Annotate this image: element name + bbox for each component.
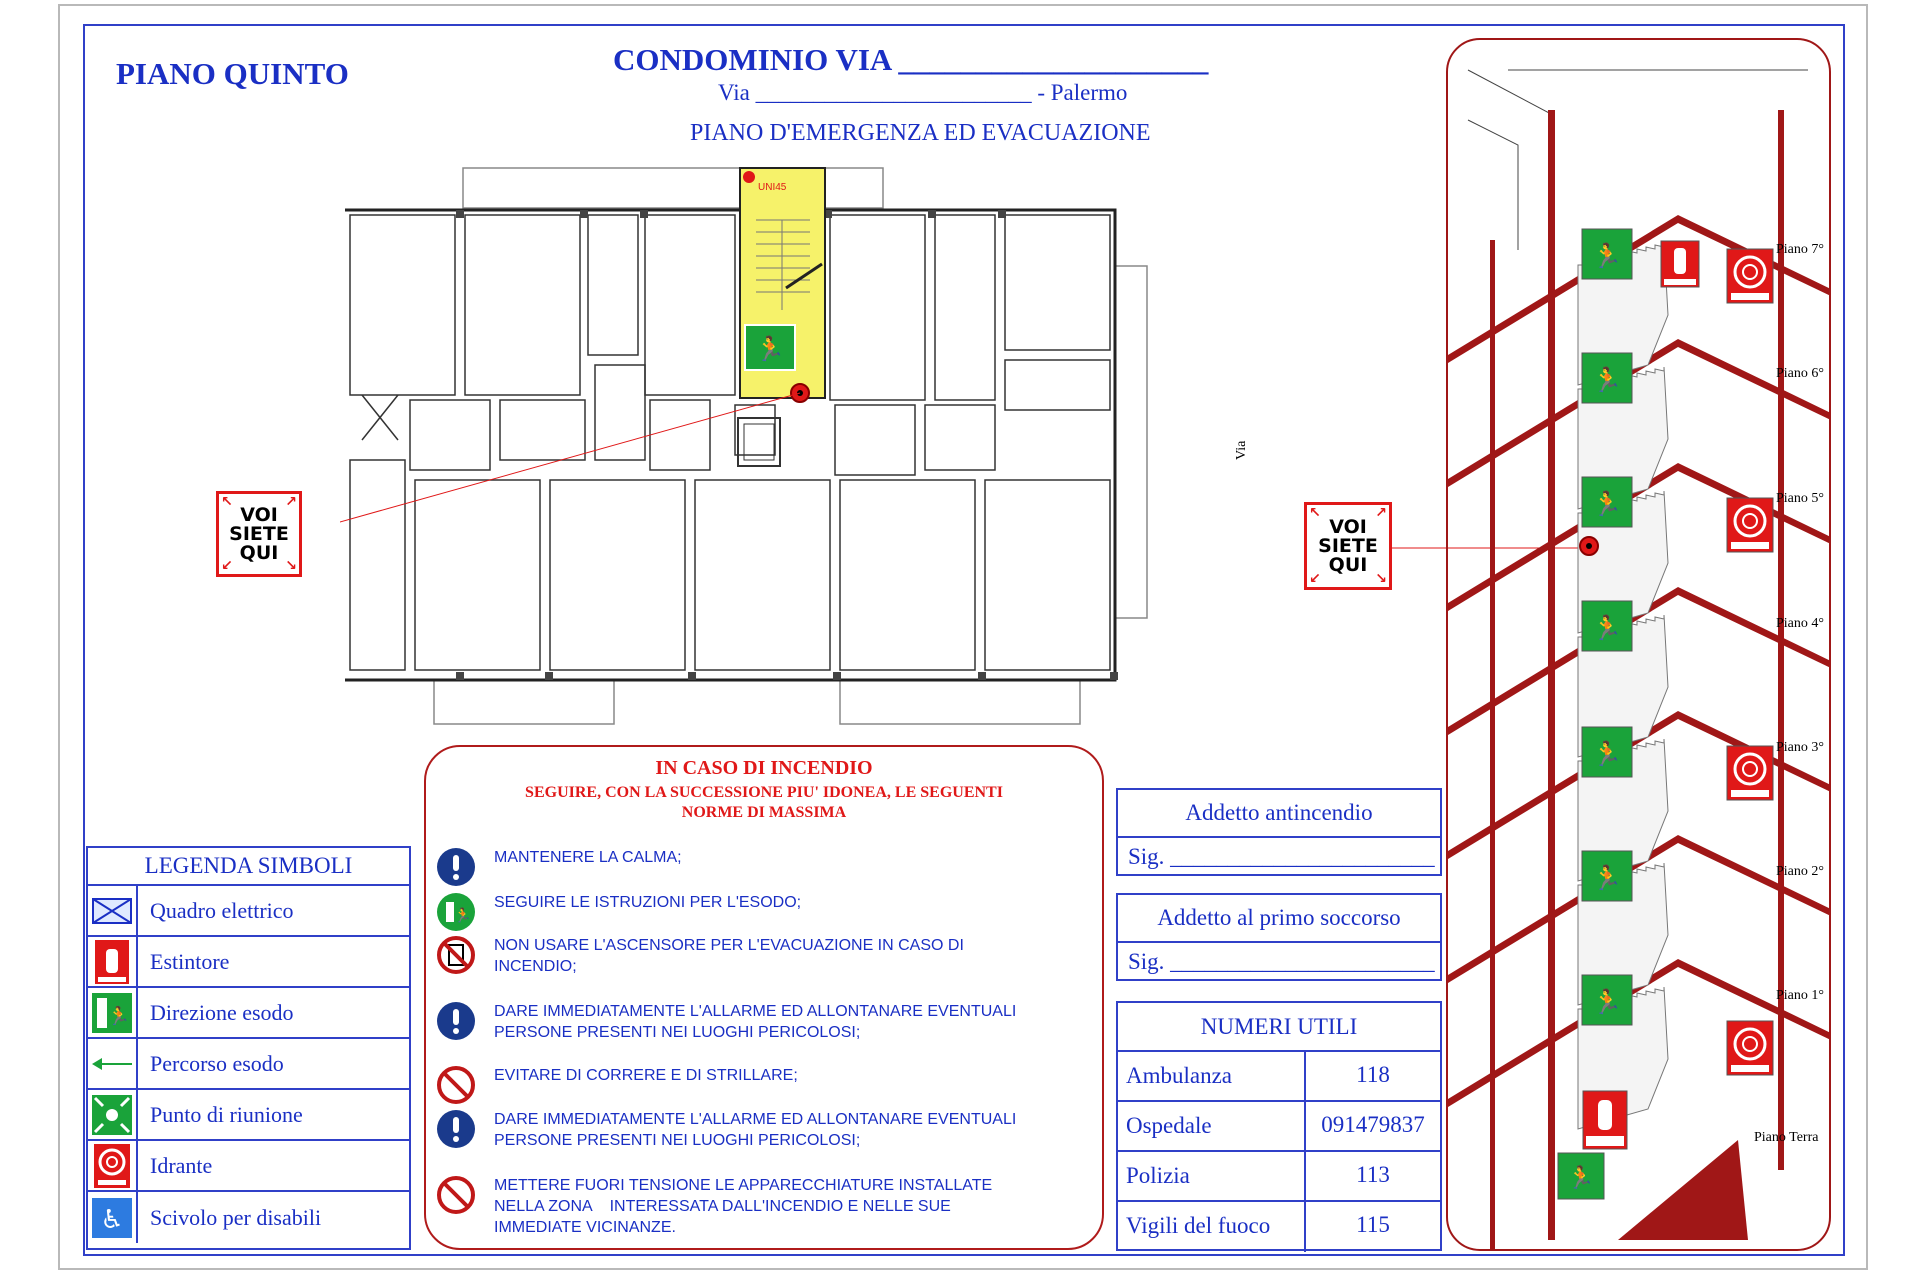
rule-line: DARE IMMEDIATAMENTE L'ALLARME ED ALLONTANARE EVENTUALI bbox=[494, 1111, 1017, 1128]
legend-label: Quadro elettrico bbox=[150, 897, 294, 923]
hydrant-icon bbox=[88, 1140, 138, 1191]
rule-line: NON USARE L'ASCENSORE PER L'EVACUAZIONE IN CASO DI bbox=[494, 937, 964, 954]
rule-item bbox=[436, 1001, 1096, 1046]
emergency-exit-icon bbox=[436, 892, 482, 937]
exit-sign-icon bbox=[1581, 352, 1633, 409]
legend-item bbox=[88, 1039, 409, 1090]
legend-label: Direzione esodo bbox=[150, 999, 294, 1025]
you-are-here-line-2: SIETE bbox=[229, 522, 289, 545]
rule-line: PERSONE PRESENTI NEI LUOGHI PERICOLOSI; bbox=[494, 1132, 861, 1149]
number-name: Polizia bbox=[1118, 1152, 1306, 1200]
number-row bbox=[1118, 1152, 1440, 1202]
legend-item bbox=[88, 937, 409, 988]
you-are-here-sign: ↖ ↗ ↙ ↘ VOI SIETE QUI bbox=[216, 491, 302, 577]
floor-label: Piano 2° bbox=[1776, 864, 1824, 879]
you-are-here-line-1: VOI bbox=[240, 503, 278, 526]
number-name: Ospedale bbox=[1118, 1102, 1306, 1150]
legend-item bbox=[88, 988, 409, 1039]
floor-label: Piano 7° bbox=[1776, 242, 1824, 257]
svg-text:🏃: 🏃 bbox=[454, 908, 472, 924]
number-row bbox=[1118, 1102, 1440, 1152]
rule-item bbox=[436, 1109, 1096, 1154]
rule-line: MANTENERE LA CALMA; bbox=[494, 849, 682, 866]
exit-direction-icon bbox=[88, 987, 138, 1038]
svg-text:🏃: 🏃 bbox=[1592, 614, 1622, 642]
floor-label: Piano 3° bbox=[1776, 740, 1824, 755]
hydrant-marker-icon bbox=[743, 171, 755, 183]
rule-item bbox=[436, 847, 1096, 892]
extinguisher-icon bbox=[1660, 240, 1700, 293]
plan-title: PIANO D'EMERGENZA ED EVACUAZIONE bbox=[690, 120, 1151, 146]
fire-subtitle-line-1: SEGUIRE, CON LA SUCCESSIONE PIU' IDONEA, LE SEGUENTI bbox=[525, 784, 1003, 801]
you-are-here-marker bbox=[1578, 535, 1600, 562]
useful-numbers-title: NUMERI UTILI bbox=[1118, 1003, 1440, 1052]
you-are-here-line-2: SIETE bbox=[1318, 534, 1378, 557]
prohibition-icon bbox=[436, 1065, 482, 1110]
floor-label: Piano Terra bbox=[1754, 1130, 1819, 1145]
number-name: Ambulanza bbox=[1118, 1052, 1306, 1100]
svg-text:🏃: 🏃 bbox=[1592, 242, 1622, 270]
exit-sign-icon bbox=[1581, 228, 1633, 285]
rule-item bbox=[436, 1065, 1096, 1110]
legend-item bbox=[88, 1090, 409, 1141]
floor-label: Piano 4° bbox=[1776, 616, 1824, 631]
address-line: Via ________________________ - Palermo bbox=[718, 80, 1128, 105]
rule-line: INCENDIO; bbox=[494, 958, 577, 975]
legend-item bbox=[88, 1192, 409, 1243]
legend-item bbox=[88, 1141, 409, 1192]
legend-label: Percorso esodo bbox=[150, 1050, 284, 1076]
exit-sign-icon bbox=[1581, 726, 1633, 783]
you-are-here-sign-section: ↖ ↗ ↙ ↘ VOI SIETE QUI bbox=[1304, 502, 1392, 590]
hydrant-code: UNI45 bbox=[758, 182, 787, 193]
fire-subtitle-line-2: NORME DI MASSIMA bbox=[681, 804, 847, 821]
number-row bbox=[1118, 1202, 1440, 1252]
wheelchair-ramp-icon bbox=[88, 1192, 138, 1243]
legend-title: LEGENDA SIMBOLI bbox=[88, 848, 409, 886]
exit-sign-icon bbox=[745, 325, 795, 370]
svg-text:♿: ♿ bbox=[100, 1204, 124, 1235]
hydrant-icon bbox=[1726, 248, 1774, 309]
exit-sign-icon bbox=[1581, 476, 1633, 533]
exit-sign-icon bbox=[1581, 974, 1633, 1031]
rule-item bbox=[436, 935, 1096, 980]
hydrant-icon bbox=[1726, 745, 1774, 806]
rule-line: EVITARE DI CORRERE E DI STRILLARE; bbox=[494, 1067, 798, 1084]
svg-text:🏃: 🏃 bbox=[1592, 740, 1622, 768]
fire-officer-title: Addetto antincendio bbox=[1118, 790, 1440, 838]
rule-line: IMMEDIATE VICINANZE. bbox=[494, 1219, 676, 1236]
rule-line: METTERE FUORI TENSIONE LE APPARECCHIATURE INSTALLATE bbox=[494, 1177, 993, 1194]
exit-sign-icon bbox=[1581, 600, 1633, 657]
fire-officer-signature: Sig. _______________________ bbox=[1128, 844, 1435, 869]
rule-item bbox=[436, 892, 1096, 937]
floor-label: Piano 1° bbox=[1776, 988, 1824, 1003]
useful-numbers bbox=[1116, 1001, 1442, 1251]
you-are-here-line-3: QUI bbox=[239, 541, 279, 564]
number-name: Vigili del fuoco bbox=[1118, 1202, 1306, 1252]
you-are-here-line-3: QUI bbox=[1328, 553, 1368, 576]
number-value: 115 bbox=[1356, 1212, 1390, 1237]
rule-line: DARE IMMEDIATAMENTE L'ALLARME ED ALLONTANARE EVENTUALI bbox=[494, 1003, 1017, 1020]
fire-officer-box bbox=[1116, 788, 1442, 876]
prohibition-icon bbox=[436, 1175, 482, 1238]
rule-item bbox=[436, 1175, 1096, 1238]
svg-text:🏃: 🏃 bbox=[107, 1005, 131, 1027]
exit-sign-icon bbox=[1581, 850, 1633, 907]
rule-line: NELLA ZONA INTERESSATA DALL'INCENDIO E NELLE SUE bbox=[494, 1198, 951, 1215]
you-are-here-line-1: VOI bbox=[1329, 515, 1367, 538]
number-value: 091479837 bbox=[1321, 1112, 1425, 1137]
fire-subtitle bbox=[426, 783, 1102, 823]
exit-sign-icon bbox=[1557, 1152, 1605, 1205]
number-row bbox=[1118, 1052, 1440, 1102]
hydrant-icon bbox=[1726, 1020, 1774, 1081]
fire-title: IN CASO DI INCENDIO bbox=[655, 757, 873, 779]
warning-exclamation-icon bbox=[436, 1001, 482, 1046]
svg-text:🏃: 🏃 bbox=[1567, 1166, 1595, 1191]
first-aid-title: Addetto al primo soccorso bbox=[1118, 895, 1440, 943]
street-label: Via bbox=[1234, 440, 1249, 460]
no-elevator-icon bbox=[436, 935, 482, 980]
warning-exclamation-icon bbox=[436, 847, 482, 892]
svg-text:🏃: 🏃 bbox=[1592, 490, 1622, 518]
floor-plan bbox=[340, 160, 1170, 730]
condominium-title: CONDOMINIO VIA ____________________ bbox=[613, 42, 1209, 77]
floor-title: PIANO QUINTO bbox=[116, 56, 349, 91]
legend-label: Idrante bbox=[150, 1152, 213, 1178]
first-aid-signature: Sig. _______________________ bbox=[1128, 949, 1435, 974]
number-value: 118 bbox=[1356, 1062, 1390, 1087]
rule-line: SEGUIRE LE ISTRUZIONI PER L'ESODO; bbox=[494, 894, 802, 911]
number-value: 113 bbox=[1356, 1162, 1390, 1187]
fire-instructions bbox=[424, 745, 1104, 1250]
extinguisher-icon bbox=[88, 936, 138, 987]
rule-line: PERSONE PRESENTI NEI LUOGHI PERICOLOSI; bbox=[494, 1024, 861, 1041]
legend-label: Estintore bbox=[150, 948, 230, 974]
legend-item bbox=[88, 886, 409, 937]
warning-exclamation-icon bbox=[436, 1109, 482, 1154]
svg-text:🏃: 🏃 bbox=[1592, 864, 1622, 892]
first-aid-box bbox=[1116, 893, 1442, 981]
assembly-point-icon bbox=[88, 1089, 138, 1140]
extinguisher-icon bbox=[1582, 1090, 1628, 1155]
legend-label: Punto di riunione bbox=[150, 1101, 303, 1127]
hydrant-icon bbox=[1726, 497, 1774, 558]
svg-text:🏃: 🏃 bbox=[755, 335, 785, 363]
exit-path-arrow-icon bbox=[88, 1038, 138, 1089]
electrical-panel-icon bbox=[88, 885, 138, 936]
legend-label: Scivolo per disabili bbox=[150, 1204, 322, 1230]
floor-label: Piano 6° bbox=[1776, 366, 1824, 381]
legend bbox=[86, 846, 411, 1250]
svg-text:🏃: 🏃 bbox=[1592, 366, 1622, 394]
floor-label: Piano 5° bbox=[1776, 491, 1824, 506]
svg-text:🏃: 🏃 bbox=[1592, 988, 1622, 1016]
